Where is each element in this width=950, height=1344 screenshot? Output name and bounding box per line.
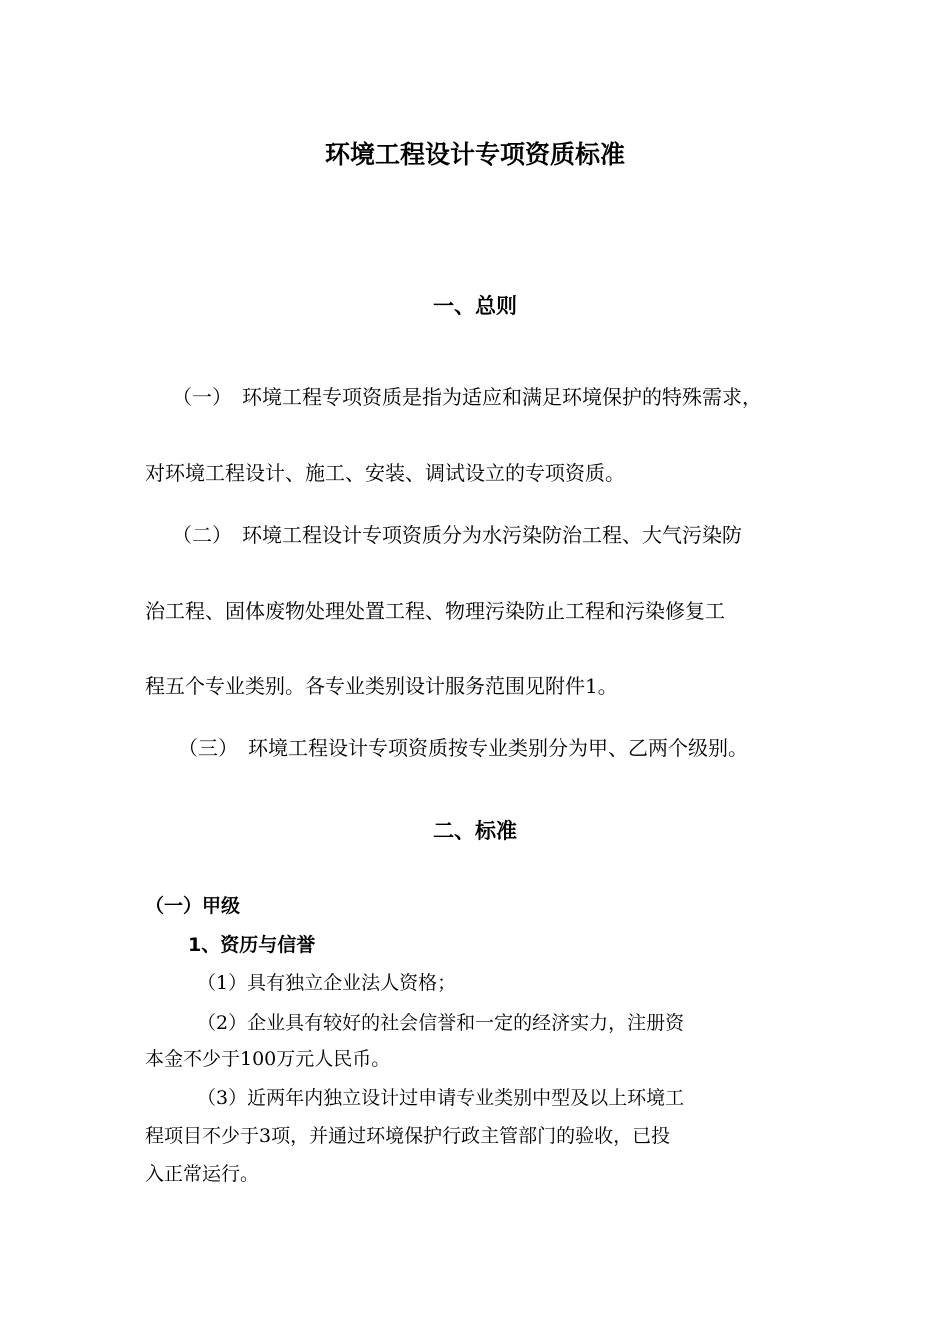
paragraph-line: 治工程、固体废物处理处置工程、物理污染防止工程和污染修复工: [145, 599, 725, 623]
paragraph-line: 程五个专业类别。各专业类别设计服务范围见附件1。: [145, 674, 618, 698]
paragraph-line: （2）企业具有较好的社会信誉和一定的经济实力，注册资: [197, 1012, 685, 1034]
grade-heading: （一）甲级: [145, 895, 241, 917]
page-title: 环境工程设计专项资质标准: [324, 140, 625, 169]
section-heading-standard: 二、标准: [433, 819, 517, 843]
paragraph-line: （一） 环境工程专项资质是指为适应和满足环境保护的特殊需求，: [172, 385, 762, 409]
paragraph-line: 对环境工程设计、施工、安装、调试设立的专项资质。: [145, 461, 625, 485]
paragraph-line: 入正常运行。: [145, 1163, 260, 1185]
section-heading-general: 一、总则: [433, 294, 517, 318]
paragraph-line: 程项目不少于3项，并通过环境保护行政主管部门的验收，已投: [145, 1125, 671, 1147]
paragraph-line: （三） 环境工程设计专项资质按专业类别分为甲、乙两个级别。: [178, 736, 748, 760]
paragraph-line: （3）近两年内独立设计过申请专业类别中型及以上环境工: [197, 1087, 685, 1109]
paragraph-line: （1）具有独立企业法人资格；: [197, 972, 457, 994]
paragraph-line: 本金不少于100万元人民币。: [145, 1048, 391, 1070]
paragraph-line: （二） 环境工程设计专项资质分为水污染防治工程、大气污染防: [172, 523, 742, 547]
sub-heading: 1、资历与信誉: [188, 934, 316, 956]
